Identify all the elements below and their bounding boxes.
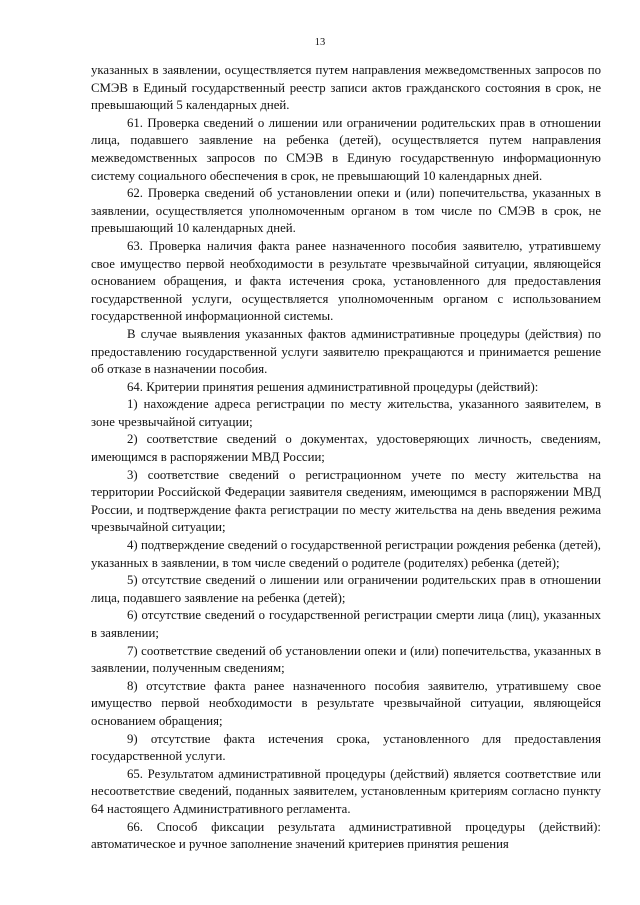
criterion-5: 5) отсутствие сведений о лишении или ограничении родительских прав в отношении лица, подавшего заявление на ребенка (детей); [91,573,601,605]
paragraph-63-note: В случае выявления указанных фактов административные процедуры (действия) по предоставлению государственной услуги заявителю прекращаются и принимается решение об отказе в назначении пособия. [91,326,601,377]
paragraph-63: 63. Проверка наличия факта ранее назначенного пособия заявителю, утратившему свое имущество первой необходимости в результате чрезвычайной ситуации, являющейся основанием обращения, и факта истечения срока, установленного для предоставления государственной услуги, осуществляется уполномоченным органом с использованием государственной информационной системы. [91,238,601,324]
criterion-2: 2) соответствие сведений о документах, удостоверяющих личность, сведениям, имеющимся в распоряжении МВД России; [91,432,601,465]
criterion-1: 1) нахождение адреса регистрации по месту жительства, указанного заявителем, в зоне чрезвычайной ситуации; [91,397,601,429]
criterion-9: 9) отсутствие факта истечения срока, установленного для предоставления государственной услуги. [91,731,601,764]
criterion-3: 3) соответствие сведений о регистрационном учете по месту жительства на территории Российской Федерации заявителя сведениям, имеющимся в распоряжении МВД России, и подтверждение факта регистрации по месту жительства на день введения режима чрезвычайной ситуации; [91,467,601,535]
paragraph-65: 65. Результатом административной процедуры (действий) является соответствие или несоответствие сведений, поданных заявителем, установленным критериям согласно пункту 64 настоящего Административного регламента. [91,766,601,816]
criterion-6: 6) отсутствие сведений о государственной регистрации смерти лица (лиц), указанных в заявлении; [91,608,601,640]
paragraph-62: 62. Проверка сведений об установлении опеки и (или) попечительства, указанных в заявлении, осуществляется уполномоченным органом в том числе по СМЭВ в срок, не превышающий 10 календарных дней. [91,186,601,236]
paragraph-66: 66. Способ фиксации результата административной процедуры (действий): автоматическое и ручное заполнение значений критериев принятия решения [91,819,601,852]
criterion-8: 8) отсутствие факта ранее назначенного пособия заявителю, утратившему свое имущество первой необходимости в результате чрезвычайной ситуации, являющейся основанием обращения; [91,678,601,728]
paragraph-continuation: указанных в заявлении, осуществляется путем направления межведомственных запросов по СМЭВ в Единый государственный реестр записи актов гражданского состояния в срок, не превышающий 5 календарных дней. [91,63,601,113]
page-number: 13 [314,37,326,48]
paragraph-64: 64. Критерии принятия решения административной процедуры (действий): [127,379,539,394]
criterion-7: 7) соответствие сведений об установлении опеки и (или) попечительства, указанных в заявлении, полученным сведениям; [91,643,601,676]
criterion-4: 4) подтверждение сведений о государственной регистрации рождения ребенка (детей), указанных в заявлении, в том числе сведений о родителе (родителях) ребенка (детей); [91,538,601,570]
paragraph-61: 61. Проверка сведений о лишении или ограничении родительских прав в отношении лица, подавшего заявление на ребенка (детей), осуществляется путем направления межведомственных запросов по СМЭВ в Единую государственную информационную систему социального обеспечения в срок, не превышающий 10 календарных дней. [91,115,601,183]
document-body [91,62,601,854]
